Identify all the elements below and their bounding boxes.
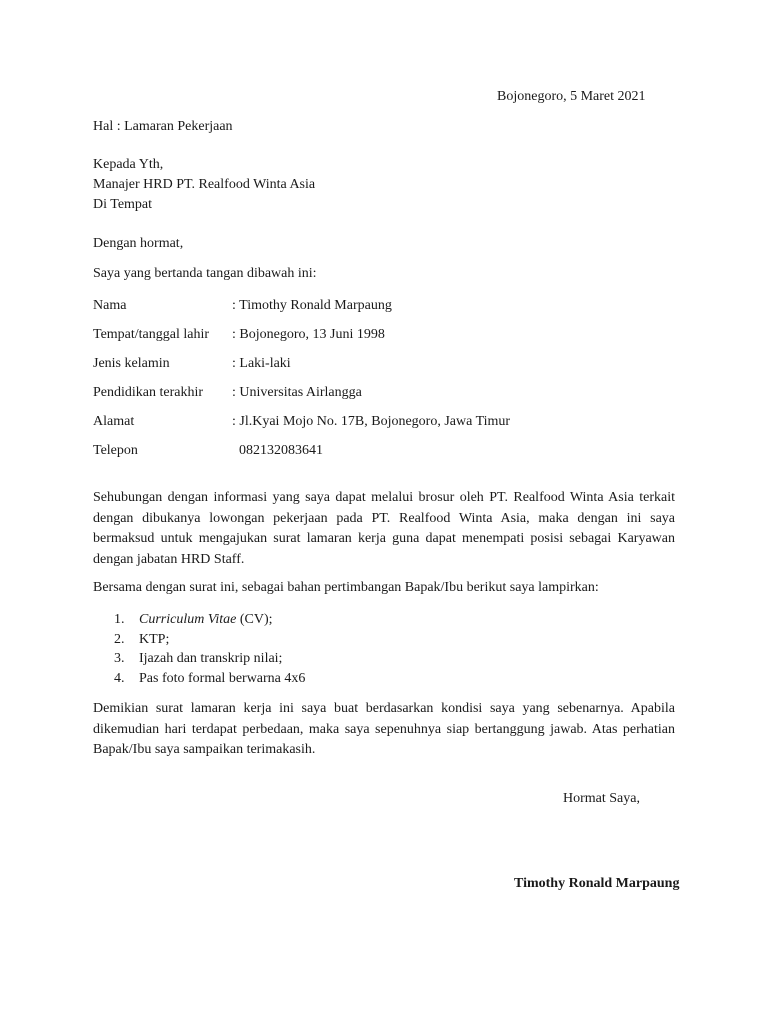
detail-value: Laki-laki bbox=[235, 356, 291, 371]
detail-label: Pendidikan terakhir bbox=[93, 385, 204, 400]
list-number: 4. bbox=[114, 670, 125, 686]
detail-row bbox=[93, 441, 510, 470]
list-number: 2. bbox=[114, 631, 125, 647]
detail-row bbox=[93, 325, 510, 354]
detail-value: 082132083641 bbox=[232, 443, 323, 458]
body-paragraph-2: Bersama dengan surat ini, sebagai bahan pertimbangan Bapak/Ibu berikut saya lampirkan: bbox=[93, 580, 599, 595]
detail-row bbox=[93, 383, 510, 412]
detail-value: Timothy Ronald Marpaung bbox=[235, 298, 392, 313]
list-item-text: Ijazah dan transkrip nilai; bbox=[139, 651, 283, 666]
body-paragraph-1: Sehubungan dengan informasi yang saya dapat melalui brosur oleh PT. Realfood Winta Asia terkait dengan dibukanya lowongan pekerjaan pada PT. Realfood Winta Asia, maka dengan ini saya bermaksud untuk mengajukan surat lamaran kerja guna dapat menempati posisi sebagai Karyawan dengan jabatan HRD Staff. bbox=[93, 490, 675, 567]
attachment-list bbox=[114, 610, 305, 688]
detail-label: Nama bbox=[93, 298, 127, 313]
intro-line: Saya yang bertanda tangan dibawah ini: bbox=[93, 266, 317, 281]
detail-label: Telepon bbox=[93, 443, 138, 458]
signer-name: Timothy Ronald Marpaung bbox=[514, 876, 680, 891]
detail-label: Jenis kelamin bbox=[93, 356, 170, 371]
detail-label: Alamat bbox=[93, 414, 135, 429]
letter-subject: Hal : Lamaran Pekerjaan bbox=[93, 119, 233, 134]
place-date: Bojonegoro, 5 Maret 2021 bbox=[497, 89, 646, 104]
recipient-name: Manajer HRD PT. Realfood Winta Asia bbox=[93, 177, 316, 192]
list-item bbox=[114, 630, 305, 650]
closing-phrase: Hormat Saya, bbox=[563, 791, 640, 806]
list-item-italic: Curriculum Vitae bbox=[139, 612, 237, 627]
detail-colon: : bbox=[232, 298, 236, 313]
detail-colon: : bbox=[232, 327, 236, 342]
recipient-block bbox=[93, 155, 315, 215]
list-item-text: (CV); bbox=[236, 612, 273, 627]
list-item-text: KTP; bbox=[139, 631, 170, 647]
list-number: 3. bbox=[114, 651, 125, 666]
greeting: Dengan hormat, bbox=[93, 236, 184, 251]
recipient-salutation: Kepada Yth, bbox=[93, 157, 164, 172]
detail-value: Jl.Kyai Mojo No. 17B, Bojonegoro, Jawa Timur bbox=[235, 414, 511, 429]
detail-colon: : bbox=[232, 385, 236, 400]
detail-colon: : bbox=[232, 414, 236, 429]
personal-details bbox=[93, 296, 510, 470]
body-paragraph-3: Demikian surat lamaran kerja ini saya buat berdasarkan kondisi saya yang sebenarnya. Apabila dikemudian hari terdapat perbedaan, maka saya sepenuhnya siap bertanggung jawab. Atas perhatian Bapak/Ibu saya sampaikan terimakasih. bbox=[93, 701, 675, 757]
detail-row bbox=[93, 354, 510, 383]
recipient-location: Di Tempat bbox=[93, 197, 153, 212]
detail-row bbox=[93, 412, 510, 441]
list-item bbox=[114, 669, 305, 689]
detail-value: Universitas Airlangga bbox=[235, 385, 362, 400]
detail-colon: : bbox=[232, 356, 236, 371]
list-item-text: Pas foto formal berwarna 4x6 bbox=[139, 670, 306, 686]
detail-row bbox=[93, 296, 510, 325]
detail-label: Tempat/tanggal lahir bbox=[93, 327, 210, 342]
list-item bbox=[114, 649, 305, 669]
list-number: 1. bbox=[114, 612, 125, 627]
list-item bbox=[114, 610, 305, 630]
detail-value: Bojonegoro, 13 Juni 1998 bbox=[235, 327, 385, 342]
